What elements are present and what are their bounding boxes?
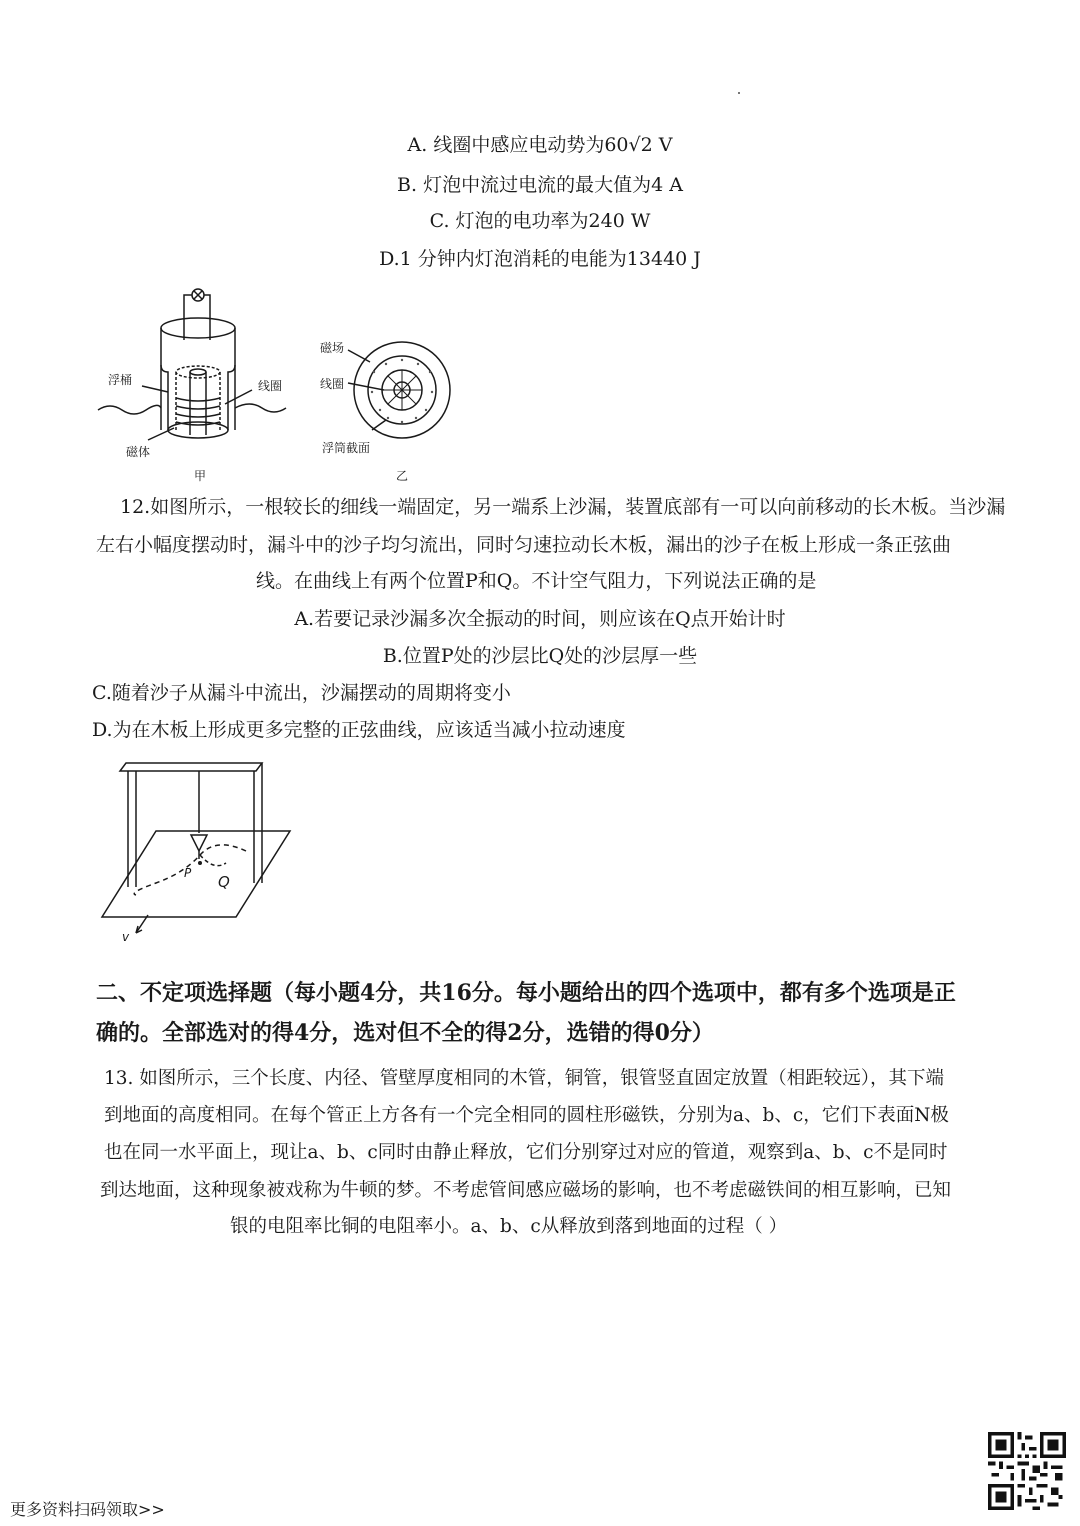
label-p: P bbox=[184, 866, 192, 880]
q11-figure bbox=[90, 280, 470, 490]
scan-speck bbox=[738, 92, 740, 94]
q12-stem-line3: 线。在曲线上有两个位置P和Q。不计空气阻力，下列说法正确的是 bbox=[256, 570, 817, 592]
q12-option-a: A.若要记录沙漏多次全振动的时间，则应该在Q点开始计时 bbox=[294, 608, 786, 630]
q11-option-c: C. 灯泡的电功率为240 W bbox=[429, 210, 651, 232]
q13-stem-line3: 也在同一水平面上，现让a、b、c同时由静止释放，它们分别穿过对应的管道，观察到a、b、c不是同时 bbox=[104, 1142, 948, 1163]
label-figure-right: 乙 bbox=[396, 469, 409, 483]
label-field: 磁场 bbox=[320, 341, 345, 355]
q12-option-b: B.位置P处的沙层比Q处的沙层厚一些 bbox=[382, 645, 698, 667]
q12-option-d: D.为在木板上形成更多完整的正弦曲线，应该适当减小拉动速度 bbox=[92, 719, 626, 741]
q12-stem-line2: 左右小幅度摆动时，漏斗中的沙子均匀流出，同时匀速拉动长木板，漏出的沙子在板上形成一条正弦曲 bbox=[96, 534, 952, 556]
section2-heading-line2: 确的。全部选对的得4分，选对但不全的得2分，选错的得0分） bbox=[96, 1020, 714, 1046]
qr-code-icon[interactable] bbox=[988, 1432, 1066, 1510]
q13-stem-line4: 到达地面，这种现象被戏称为牛顿的梦。不考虑管间感应磁场的影响，也不考虑磁铁间的相互影响，已知 bbox=[100, 1180, 952, 1201]
q12-option-c: C.随着沙子从漏斗中流出，沙漏摆动的周期将变小 bbox=[92, 682, 511, 704]
label-q: Q bbox=[218, 873, 230, 891]
q13-stem-line2: 到地面的高度相同。在每个管正上方各有一个完全相同的圆柱形磁铁，分别为a、b、c，它们下表面N极 bbox=[104, 1105, 949, 1126]
q11-option-a: A. 线圈中感应电动势为60√2 V bbox=[407, 134, 673, 156]
q11-option-d: D.1 分钟内灯泡消耗的电能为13440 J bbox=[379, 248, 701, 270]
q12-figure bbox=[96, 755, 296, 945]
label-section: 浮筒截面 bbox=[322, 441, 371, 455]
label-figure-left: 甲 bbox=[194, 469, 207, 483]
q13-stem-line5: 银的电阻率比铜的电阻率小。a、b、c从释放到落到地面的过程（ ） bbox=[230, 1216, 788, 1237]
label-float-bucket: 浮桶 bbox=[108, 373, 133, 387]
q11-option-b: B. 灯泡中流过电流的最大值为4 A bbox=[397, 174, 683, 196]
footer-note: 更多资料扫码领取>> bbox=[10, 1500, 165, 1519]
label-magnet: 磁体 bbox=[126, 445, 151, 459]
label-coil: 线圈 bbox=[258, 379, 283, 393]
label-coil-section: 线圈 bbox=[320, 377, 345, 391]
q13-stem-line1: 13. 如图所示，三个长度、内径、管壁厚度相同的木管，铜管，银管竖直固定放置（相距较远），其下端 bbox=[104, 1068, 945, 1089]
label-v: v bbox=[122, 930, 130, 944]
section2-heading-line1: 二、不定项选择题（每小题4分，共16分。每小题给出的四个选项中，都有多个选项是正 bbox=[96, 980, 956, 1006]
q12-stem-line1: 12.如图所示，一根较长的细线一端固定，另一端系上沙漏，装置底部有一可以向前移动的长木板。当沙漏 bbox=[120, 496, 1006, 518]
